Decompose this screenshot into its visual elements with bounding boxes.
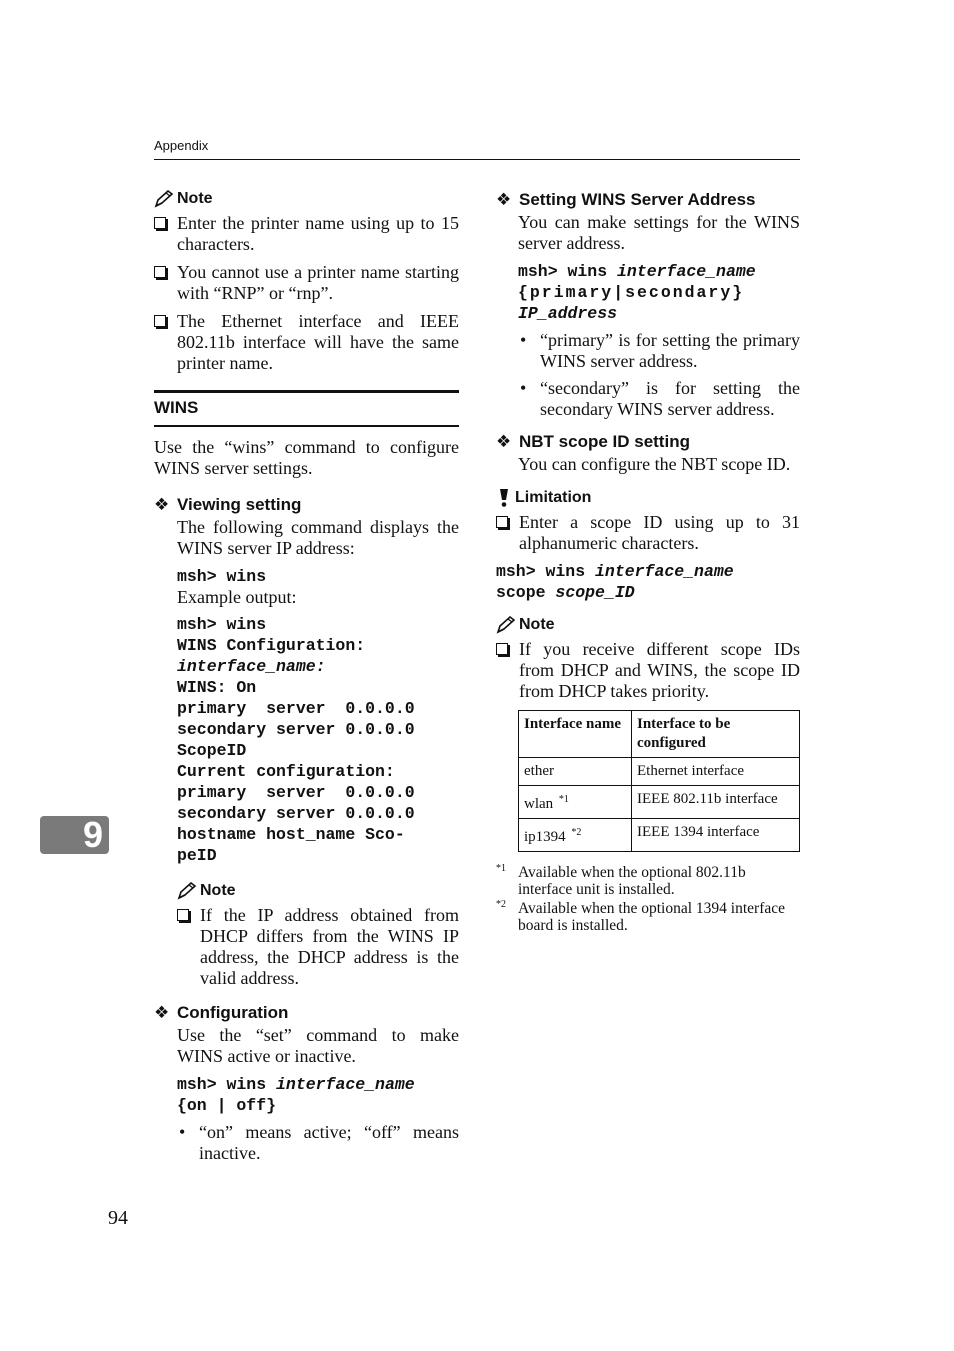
output-line: secondary server 0.0.0.0 bbox=[177, 804, 415, 823]
server-address-command-options: {primary|secondary} bbox=[518, 283, 745, 302]
wins-intro: Use the “wins” command to configure WINS server settings. bbox=[154, 437, 459, 478]
bullet-item: • “secondary” is for setting the secondary WINS server address. bbox=[520, 378, 800, 419]
checkbox-icon bbox=[177, 909, 189, 921]
running-header: Appendix bbox=[154, 138, 209, 153]
configuration-text: Use the “set” command to make WINS active or inactive. bbox=[177, 1025, 459, 1066]
note-heading: Note bbox=[496, 614, 800, 636]
checkbox-icon bbox=[496, 643, 508, 655]
viewing-command: msh> wins bbox=[177, 567, 267, 586]
exclamation-icon bbox=[496, 488, 512, 508]
diamond-icon: ❖ bbox=[154, 1003, 170, 1022]
checkbox-icon bbox=[496, 516, 508, 528]
note-item: You cannot use a printer name starting with “RNP” or “rnp”. bbox=[154, 262, 459, 304]
note-item: If the IP address obtained from DHCP differs from the WINS IP address, the DHCP address is the valid address. bbox=[177, 905, 459, 989]
viewing-heading: ❖ Viewing setting bbox=[154, 495, 302, 514]
footnotes bbox=[496, 864, 800, 934]
viewing-body bbox=[154, 517, 459, 989]
example-label: Example output: bbox=[177, 587, 297, 607]
output-line: WINS: On bbox=[177, 678, 257, 697]
pencil-icon bbox=[177, 882, 197, 900]
checkbox-icon bbox=[154, 217, 166, 229]
checkbox-icon bbox=[154, 266, 166, 278]
limitation-list bbox=[496, 512, 800, 554]
table-cell: wlan $^{*1}$ bbox=[519, 786, 632, 819]
server-address-command: msh> wins interface_name bbox=[518, 262, 756, 281]
note-list bbox=[496, 639, 800, 702]
output-line: primary server 0.0.0.0 bbox=[177, 783, 415, 802]
output-line: peID bbox=[177, 846, 217, 865]
pencil-icon bbox=[154, 190, 174, 208]
server-address-text: You can make settings for the WINS server address. bbox=[518, 212, 800, 253]
nbt-heading: ❖ NBT scope ID setting bbox=[496, 432, 690, 451]
diamond-icon: ❖ bbox=[496, 190, 512, 209]
nbt-command-scope: scope scope_ID bbox=[496, 583, 635, 602]
output-line: WINS Configuration: bbox=[177, 636, 366, 655]
note-list bbox=[177, 905, 459, 989]
server-address-body bbox=[496, 212, 800, 420]
note-item: The Ethernet interface and IEEE 802.11b interface will have the same printer name. bbox=[154, 311, 459, 374]
output-line: interface_name: bbox=[177, 657, 326, 676]
configuration-command-options: {on | off} bbox=[177, 1096, 277, 1115]
nbt-body bbox=[496, 454, 800, 475]
interface-table bbox=[518, 710, 800, 852]
header-rule bbox=[154, 159, 800, 160]
table-cell: IEEE 802.11b interface bbox=[632, 786, 800, 819]
table-row bbox=[519, 786, 800, 819]
footnote: *2 Available when the optional 1394 interface board is installed. bbox=[496, 899, 785, 934]
configuration-heading: ❖ Configuration bbox=[154, 1003, 289, 1022]
nbt-text: You can configure the NBT scope ID. bbox=[518, 454, 791, 474]
page-number: 94 bbox=[108, 1207, 128, 1229]
note-heading: Note bbox=[154, 188, 459, 210]
note-item: Enter the printer name using up to 15 characters. bbox=[154, 213, 459, 255]
table-cell: Ethernet interface bbox=[632, 758, 800, 786]
right-column bbox=[496, 188, 800, 934]
bullet-item: • “on” means active; “off” means inactive. bbox=[179, 1122, 459, 1163]
footnote: *1 Available when the optional 802.11b interface unit is installed. bbox=[496, 863, 746, 898]
table-row bbox=[519, 758, 800, 786]
limitation-heading: Limitation bbox=[496, 487, 800, 509]
bullet-item: • “primary” is for setting the primary WINS server address. bbox=[520, 330, 800, 371]
diamond-icon: ❖ bbox=[496, 432, 512, 451]
table-row bbox=[519, 819, 800, 852]
table-header: Interface to be configured bbox=[632, 711, 800, 758]
configuration-body bbox=[154, 1025, 459, 1164]
diamond-icon: ❖ bbox=[154, 495, 170, 514]
server-address-heading: ❖ Setting WINS Server Address bbox=[496, 190, 756, 209]
table-cell: IEEE 1394 interface bbox=[632, 819, 800, 852]
output-line: ScopeID bbox=[177, 741, 247, 760]
note-heading: Note bbox=[177, 880, 459, 902]
table-cell: ether bbox=[519, 758, 632, 786]
table-header: Interface name bbox=[519, 711, 632, 758]
viewing-text: The following command displays the WINS server IP address: bbox=[177, 517, 459, 558]
output-line: hostname host_name Sco- bbox=[177, 825, 405, 844]
output-line: msh> wins bbox=[177, 615, 267, 634]
table-header-row bbox=[519, 711, 800, 758]
output-line: primary server 0.0.0.0 bbox=[177, 699, 415, 718]
example-output bbox=[177, 614, 459, 866]
configuration-command: msh> wins interface_name bbox=[177, 1075, 415, 1094]
output-line: secondary server 0.0.0.0 bbox=[177, 720, 415, 739]
chapter-tab: 9 bbox=[40, 816, 109, 854]
table-cell: ip1394 $^{*2}$ bbox=[519, 819, 632, 852]
note-item: If you receive different scope IDs from DHCP and WINS, the scope ID from DHCP takes priority. bbox=[496, 639, 800, 702]
limitation-item: Enter a scope ID using up to 31 alphanumeric characters. bbox=[496, 512, 800, 554]
left-column bbox=[154, 188, 459, 1170]
wins-section-heading: WINS bbox=[154, 390, 459, 427]
output-line: Current configuration: bbox=[177, 762, 395, 781]
server-address-command-param: IP_address bbox=[518, 304, 618, 323]
nbt-command: msh> wins interface_name bbox=[496, 562, 734, 581]
note-list bbox=[154, 213, 459, 374]
pencil-icon bbox=[496, 616, 516, 634]
checkbox-icon bbox=[154, 315, 166, 327]
